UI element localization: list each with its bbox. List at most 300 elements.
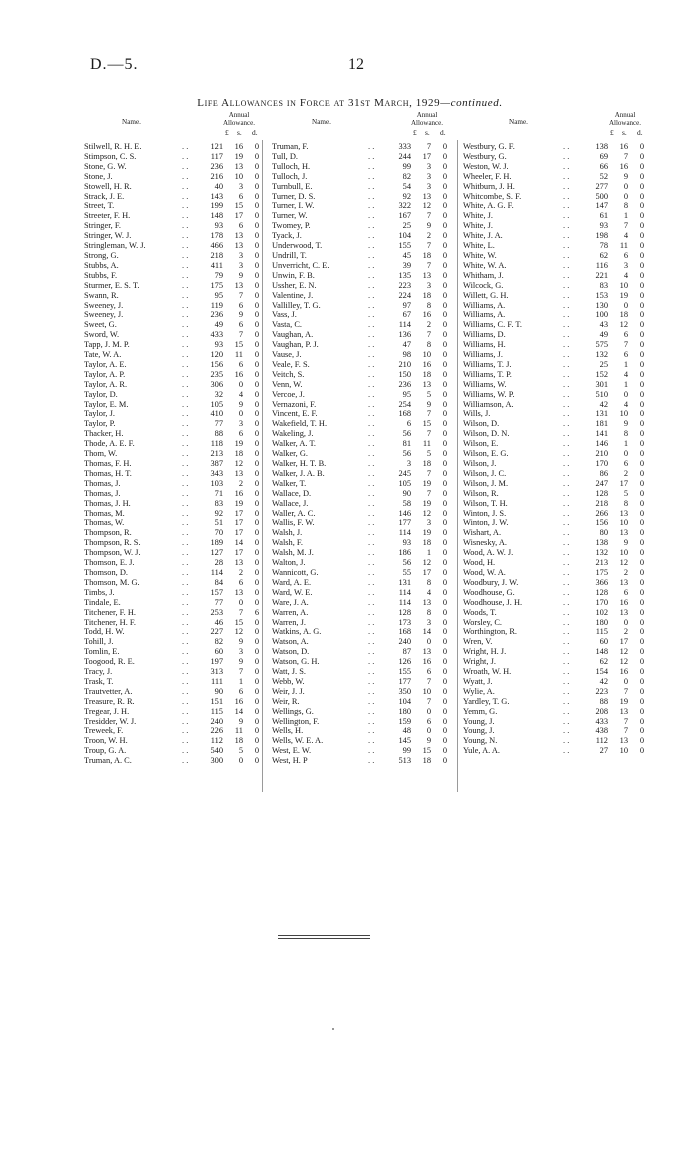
allowance-pence: 0: [639, 171, 644, 181]
allowance-pence: 0: [254, 399, 259, 409]
recipient-name: Woodhouse, J. H.: [463, 597, 523, 607]
leader-dots: . .: [368, 429, 375, 439]
allowance-shillings: 2: [426, 320, 431, 330]
recipient-name: Watson, D.: [272, 647, 310, 657]
allowance-pence: 0: [254, 746, 259, 756]
allowance-pence: 0: [442, 280, 447, 290]
allowance-pounds: 141: [595, 429, 608, 439]
allowance-pounds: 49: [214, 320, 223, 330]
allowance-shillings: 17: [234, 548, 243, 558]
leader-dots: . .: [563, 300, 570, 310]
allowance-pence: 0: [254, 379, 259, 389]
allowance-pence: 0: [442, 686, 447, 696]
leader-dots: . .: [563, 211, 570, 221]
allowance-pounds: 62: [599, 657, 608, 667]
leader-dots: . .: [368, 379, 375, 389]
leader-dots: . .: [182, 538, 189, 548]
allowance-shillings: 15: [422, 746, 431, 756]
recipient-name: Stringleman, W. J.: [84, 241, 146, 251]
leader-dots: . .: [368, 696, 375, 706]
leader-dots: . .: [368, 161, 375, 171]
leader-dots: . .: [182, 696, 189, 706]
allowance-pounds: 466: [210, 241, 223, 251]
allowance-shillings: 12: [422, 201, 431, 211]
allowance-pence: 0: [639, 231, 644, 241]
recipient-name: Sturmer, E. S. T.: [84, 280, 140, 290]
recipient-name: Turnbull, E.: [272, 181, 313, 191]
recipient-name: Tapp, J. M. P.: [84, 340, 130, 350]
allowance-pence: 0: [254, 241, 259, 251]
recipient-name: Wright, J.: [463, 657, 496, 667]
allowance-pence: 0: [639, 320, 644, 330]
leader-dots: . .: [182, 389, 189, 399]
recipient-name: Williams, D.: [463, 330, 506, 340]
allowance-pounds: 155: [398, 241, 411, 251]
allowance-shillings: 11: [234, 726, 243, 736]
recipient-name: Watson, G. H.: [272, 657, 320, 667]
allowance-pounds: 240: [210, 716, 223, 726]
allowance-shillings: 13: [234, 468, 243, 478]
allowance-pence: 0: [254, 548, 259, 558]
allowance-pence: 0: [442, 429, 447, 439]
leader-dots: . .: [368, 260, 375, 270]
allowance-shillings: 6: [426, 716, 431, 726]
leader-dots: . .: [563, 558, 570, 568]
table-title-main: Life Allowances in Force at 31st March, 1929: [197, 97, 441, 109]
allowance-pence: 0: [639, 587, 644, 597]
leader-dots: . .: [368, 627, 375, 637]
allowance-pounds: 111: [211, 676, 223, 686]
leader-dots: . .: [182, 330, 189, 340]
allowance-pounds: 88: [214, 429, 223, 439]
recipient-name: Thomson, D.: [84, 567, 128, 577]
allowance-pounds: 69: [599, 151, 608, 161]
allowance-shillings: 10: [422, 350, 431, 360]
allowance-pounds: 98: [402, 350, 411, 360]
recipient-name: Weir, R.: [272, 696, 300, 706]
recipient-name: Thacker, H.: [84, 429, 124, 439]
recipient-name: Titchener, F. H.: [84, 607, 136, 617]
leader-dots: . .: [563, 597, 570, 607]
allowance-pounds: 118: [210, 439, 223, 449]
allowance-shillings: 8: [623, 429, 628, 439]
leader-dots: . .: [368, 667, 375, 677]
recipient-name: Vause, J.: [272, 350, 302, 360]
allowance-pounds: 244: [398, 151, 411, 161]
leader-dots: . .: [368, 270, 375, 280]
allowance-shillings: 9: [426, 736, 431, 746]
allowance-shillings: 7: [623, 151, 628, 161]
allowance-shillings: 1: [623, 379, 628, 389]
allowance-pence: 0: [639, 488, 644, 498]
recipient-name: Vaughan, A.: [272, 330, 314, 340]
recipient-name: Whitham, J.: [463, 270, 504, 280]
recipient-name: Tresidder, W. J.: [84, 716, 137, 726]
recipient-name: Sweet, G.: [84, 320, 117, 330]
allowance-shillings: 6: [238, 221, 243, 231]
allowance-shillings: 9: [426, 221, 431, 231]
allowance-pounds: 88: [599, 696, 608, 706]
allowance-pence: 0: [639, 241, 644, 251]
allowance-shillings: 16: [234, 488, 243, 498]
allowance-shillings: 18: [422, 290, 431, 300]
allowance-pence: 0: [254, 686, 259, 696]
allowance-shillings: 0: [238, 379, 243, 389]
recipient-name: Ussher, E. N.: [272, 280, 317, 290]
recipient-name: White, W.: [463, 250, 497, 260]
allowance-pence: 0: [639, 250, 644, 260]
recipient-name: Stone, G. W.: [84, 161, 127, 171]
allowance-pounds: 97: [402, 300, 411, 310]
recipient-name: Stone, J.: [84, 171, 113, 181]
leader-dots: . .: [368, 181, 375, 191]
leader-dots: . .: [563, 627, 570, 637]
allowance-pounds: 167: [398, 211, 411, 221]
leader-dots: . .: [182, 756, 189, 766]
allowance-pence: 0: [254, 231, 259, 241]
allowance-pence: 0: [639, 191, 644, 201]
allowance-pounds: 189: [210, 538, 223, 548]
leader-dots: . .: [563, 221, 570, 231]
recipient-name: Yardley, T. G.: [463, 696, 510, 706]
recipient-name: Stowell, H. R.: [84, 181, 132, 191]
recipient-name: Yule, A. A.: [463, 746, 500, 756]
allowance-shillings: 3: [238, 260, 243, 270]
recipient-name: West, E. W.: [272, 746, 312, 756]
allowance-pounds: 236: [210, 310, 223, 320]
allowance-pence: 0: [442, 558, 447, 568]
leader-dots: . .: [563, 171, 570, 181]
allowance-pence: 0: [639, 716, 644, 726]
allowance-pounds: 54: [402, 181, 411, 191]
allowance-pence: 0: [442, 241, 447, 251]
allowance-shillings: 17: [234, 528, 243, 538]
leader-dots: . .: [368, 567, 375, 577]
allowance-shillings: 7: [623, 716, 628, 726]
allowance-pounds: 150: [398, 369, 411, 379]
allowance-shillings: 19: [422, 528, 431, 538]
allowance-pence: 0: [639, 409, 644, 419]
allowance-pounds: 121: [210, 142, 223, 151]
allowance-pence: 0: [639, 449, 644, 459]
allowance-shillings: 2: [426, 231, 431, 241]
leader-dots: . .: [368, 498, 375, 508]
leader-dots: . .: [368, 439, 375, 449]
allowance-shillings: 11: [234, 350, 243, 360]
allowance-pence: 0: [254, 676, 259, 686]
leader-dots: . .: [182, 449, 189, 459]
recipient-name: Sword, W.: [84, 330, 120, 340]
recipient-name: Wallace, J.: [272, 498, 309, 508]
leader-dots: . .: [368, 389, 375, 399]
allowance-shillings: 7: [426, 468, 431, 478]
recipient-name: Twomey, P.: [272, 221, 311, 231]
leader-dots: . .: [368, 538, 375, 548]
leader-dots: . .: [563, 260, 570, 270]
allowance-shillings: 17: [422, 151, 431, 161]
allowance-pounds: 366: [595, 577, 608, 587]
allowance-pence: 0: [639, 528, 644, 538]
allowance-shillings: 7: [426, 211, 431, 221]
recipient-name: Troon, W. H.: [84, 736, 128, 746]
allowance-pence: 0: [254, 558, 259, 568]
allowance-shillings: 18: [422, 369, 431, 379]
allowance-pounds: 540: [210, 746, 223, 756]
leader-dots: . .: [368, 142, 375, 151]
leader-dots: . .: [182, 736, 189, 746]
leader-dots: . .: [563, 647, 570, 657]
leader-dots: . .: [368, 478, 375, 488]
allowance-pounds: 148: [595, 647, 608, 657]
leader-dots: . .: [368, 746, 375, 756]
recipient-name: Wells, H.: [272, 726, 304, 736]
recipient-name: Wilcock, G.: [463, 280, 504, 290]
allowance-pence: 0: [254, 449, 259, 459]
allowance-shillings: 1: [623, 211, 628, 221]
leader-dots: . .: [182, 716, 189, 726]
recipient-name: White, A. G. F.: [463, 201, 514, 211]
allowance-pounds: 77: [214, 419, 223, 429]
allowance-pounds: 43: [599, 320, 608, 330]
recipient-name: Taylor, A. P.: [84, 369, 126, 379]
leader-dots: . .: [182, 647, 189, 657]
allowance-shillings: 7: [238, 330, 243, 340]
recipient-name: Wakeling, J.: [272, 429, 314, 439]
leader-dots: . .: [182, 310, 189, 320]
allowance-pence: 0: [254, 528, 259, 538]
recipient-name: Wellington, F.: [272, 716, 320, 726]
allowance-shillings: 19: [422, 478, 431, 488]
allowance-pounds: 132: [595, 548, 608, 558]
allowance-pounds: 218: [595, 498, 608, 508]
allowance-pence: 0: [639, 300, 644, 310]
allowance-pence: 0: [639, 340, 644, 350]
leader-dots: . .: [182, 667, 189, 677]
recipient-name: Wilson, D. N.: [463, 429, 510, 439]
allowance-shillings: 17: [234, 508, 243, 518]
leader-dots: . .: [182, 270, 189, 280]
recipient-name: Williams, W.: [463, 379, 507, 389]
allowance-pounds: 145: [398, 736, 411, 746]
leader-dots: . .: [368, 518, 375, 528]
allowance-shillings: 16: [619, 142, 628, 151]
allowance-pence: 0: [442, 359, 447, 369]
allowance-pence: 0: [442, 330, 447, 340]
recipient-name: Williams, H.: [463, 340, 506, 350]
leader-dots: . .: [368, 419, 375, 429]
leader-dots: . .: [182, 280, 189, 290]
allowance-shillings: 6: [238, 300, 243, 310]
allowance-pence: 0: [442, 151, 447, 161]
allowance-pounds: 114: [398, 528, 411, 538]
leader-dots: . .: [563, 706, 570, 716]
allowance-shillings: 2: [623, 627, 628, 637]
allowance-pence: 0: [254, 627, 259, 637]
allowance-pounds: 210: [398, 359, 411, 369]
leader-dots: . .: [182, 488, 189, 498]
recipient-name: Unverricht, C. E.: [272, 260, 330, 270]
recipient-name: Treasure, R. R.: [84, 696, 135, 706]
allowance-shillings: 6: [623, 330, 628, 340]
allowance-pence: 0: [254, 270, 259, 280]
allowance-pence: 0: [254, 389, 259, 399]
allowance-pence: 0: [442, 488, 447, 498]
leader-dots: . .: [368, 280, 375, 290]
recipient-name: Wisnesky, A.: [463, 538, 508, 548]
allowance-shillings: 7: [426, 696, 431, 706]
recipient-name: Williams, C. F. T.: [463, 320, 522, 330]
leader-dots: . .: [368, 736, 375, 746]
pounds-heading: £: [225, 127, 229, 137]
allowance-shillings: 3: [426, 181, 431, 191]
allowance-shillings: 16: [422, 310, 431, 320]
leader-dots: . .: [368, 508, 375, 518]
allowance-pence: 0: [254, 359, 259, 369]
allowance-shillings: 3: [426, 280, 431, 290]
recipient-name: Watt, J. S.: [272, 667, 306, 677]
allowance-pounds: 175: [210, 280, 223, 290]
recipient-name: Vernazoni, F.: [272, 399, 317, 409]
allowance-pence: 0: [442, 577, 447, 587]
allowance-pence: 0: [254, 736, 259, 746]
recipient-name: Vincent, E. F.: [272, 409, 318, 419]
allowance-shillings: 16: [234, 369, 243, 379]
allowance-pounds: 42: [599, 399, 608, 409]
allowance-pounds: 58: [402, 498, 411, 508]
allowance-pence: 0: [442, 498, 447, 508]
allowance-pounds: 67: [402, 310, 411, 320]
leader-dots: . .: [182, 597, 189, 607]
allowance-pence: 0: [442, 350, 447, 360]
allowance-pence: 0: [442, 637, 447, 647]
allowance-pounds: 213: [595, 558, 608, 568]
recipient-name: Wallace, D.: [272, 488, 312, 498]
allowance-pounds: 82: [402, 171, 411, 181]
allowance-pounds: 159: [398, 716, 411, 726]
allowance-pence: 0: [442, 439, 447, 449]
allowance-pence: 0: [254, 211, 259, 221]
allowance-shillings: 7: [623, 726, 628, 736]
allowance-pounds: 3: [406, 459, 411, 468]
allowance-shillings: 13: [422, 191, 431, 201]
allowance-shillings: 13: [619, 508, 628, 518]
recipient-name: Turner, I. W.: [272, 201, 315, 211]
leader-dots: . .: [563, 369, 570, 379]
allowance-pounds: 350: [398, 686, 411, 696]
allowance-pounds: 197: [210, 657, 223, 667]
allowance-shillings: 3: [238, 181, 243, 191]
allowance-shillings: 0: [623, 617, 628, 627]
allowance-shillings: 0: [623, 449, 628, 459]
recipient-name: Tate, W. A.: [84, 350, 122, 360]
allowance-pounds: 83: [214, 498, 223, 508]
allowance-shillings: 13: [234, 231, 243, 241]
leader-dots: . .: [563, 736, 570, 746]
allowance-shillings: 6: [623, 350, 628, 360]
recipient-name: Wannicott, G.: [272, 567, 319, 577]
recipient-name: Veitch, S.: [272, 369, 305, 379]
leader-dots: . .: [182, 409, 189, 419]
allowance-pence: 0: [442, 270, 447, 280]
leader-dots: . .: [368, 676, 375, 686]
allowance-shillings: 9: [238, 637, 243, 647]
recipient-name: Walker, J. A. B.: [272, 468, 325, 478]
leader-dots: . .: [563, 241, 570, 251]
allowance-shillings: 17: [234, 211, 243, 221]
allowance-shillings: 7: [426, 409, 431, 419]
allowance-pence: 0: [639, 260, 644, 270]
allowance-pence: 0: [639, 280, 644, 290]
recipient-name: Taylor, A. R.: [84, 379, 128, 389]
allowance-shillings: 2: [238, 567, 243, 577]
allowance-pence: 0: [442, 409, 447, 419]
allowance-shillings: 4: [426, 587, 431, 597]
recipient-name: Tracy, J.: [84, 667, 113, 677]
leader-dots: . .: [182, 548, 189, 558]
recipient-name: Willett, G. H.: [463, 290, 509, 300]
leader-dots: . .: [182, 359, 189, 369]
recipient-name: Wood, W. A.: [463, 567, 506, 577]
allowance-pounds: 387: [210, 459, 223, 468]
allowance-shillings: 9: [623, 538, 628, 548]
allowance-pounds: 52: [599, 171, 608, 181]
allowance-pence: 0: [254, 260, 259, 270]
allowance-pence: 0: [639, 142, 644, 151]
leader-dots: . .: [182, 676, 189, 686]
allowance-pence: 0: [639, 627, 644, 637]
allowance-pounds: 148: [210, 211, 223, 221]
leader-dots: . .: [563, 726, 570, 736]
leader-dots: . .: [182, 706, 189, 716]
recipient-name: Young, J.: [463, 716, 495, 726]
allowance-pounds: 114: [210, 567, 223, 577]
allowance-shillings: 3: [426, 518, 431, 528]
allowance-pence: 0: [442, 260, 447, 270]
allowance-pounds: 87: [402, 647, 411, 657]
allowance-shillings: 18: [422, 250, 431, 260]
allowance-pence: 0: [639, 429, 644, 439]
pounds-heading: £: [413, 127, 417, 137]
allowance-shillings: 2: [623, 468, 628, 478]
recipient-name: Thom, W.: [84, 449, 118, 459]
recipient-name: Sweeney, J.: [84, 300, 124, 310]
allowance-pence: 0: [442, 548, 447, 558]
allowance-shillings: 6: [426, 667, 431, 677]
allowance-pence: 0: [254, 320, 259, 330]
recipient-name: Walker, A. T.: [272, 439, 317, 449]
allowance-pounds: 93: [214, 221, 223, 231]
allowance-shillings: 16: [422, 657, 431, 667]
allowance-pounds: 51: [214, 518, 223, 528]
allowance-pence: 0: [639, 161, 644, 171]
allowance-pence: 0: [254, 726, 259, 736]
allowance-pence: 0: [254, 617, 259, 627]
leader-dots: . .: [182, 369, 189, 379]
allowance-shillings: 4: [623, 270, 628, 280]
leader-dots: . .: [182, 231, 189, 241]
recipient-name: Valentine, J.: [272, 290, 314, 300]
allowance-pence: 0: [254, 350, 259, 360]
leader-dots: . .: [563, 330, 570, 340]
allowance-pence: 0: [254, 696, 259, 706]
recipient-name: Yemm, G.: [463, 706, 498, 716]
allowance-pounds: 112: [595, 736, 608, 746]
allowance-shillings: 1: [238, 676, 243, 686]
allowance-pence: 0: [639, 439, 644, 449]
recipient-name: Sweeney, J.: [84, 310, 124, 320]
allowance-shillings: 12: [619, 558, 628, 568]
leader-dots: . .: [368, 726, 375, 736]
